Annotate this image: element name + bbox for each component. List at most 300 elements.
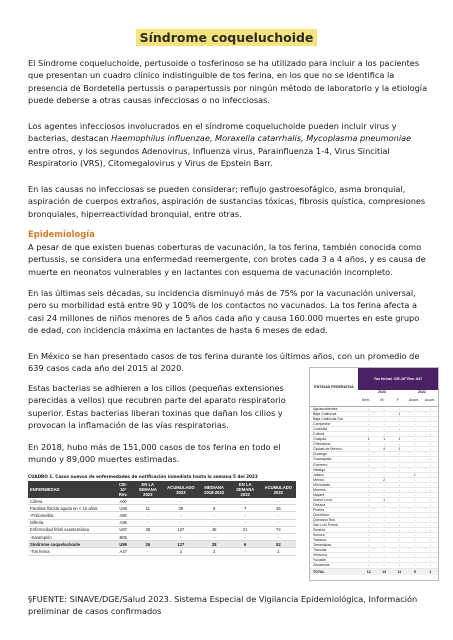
state-value: - xyxy=(398,477,401,482)
cie-code: U99 xyxy=(114,541,132,548)
state-value: - xyxy=(429,487,431,492)
case-count: - xyxy=(261,519,296,526)
state-value: - xyxy=(383,412,385,417)
state-value: - xyxy=(368,563,370,568)
worldwide-paragraph: En 2018, hubo más de 151,000 casos de tos ferina en todo el mundo y 89,000 muertes estimadas. xyxy=(28,442,281,465)
disease-name: Enfermedad febril exantemática xyxy=(28,526,114,533)
case-count: - xyxy=(163,498,198,505)
state-value: - xyxy=(398,482,401,487)
state-value: - xyxy=(383,563,385,568)
total-value: 5 xyxy=(413,569,416,574)
cie-code: U98 xyxy=(114,505,132,512)
intro-paragraph: El Síndrome coqueluchoide, pertusoide o tosferinoso se ha utilizado para incluir a los pacientes que presentan un cuadro clínico indistinguible de tos ferina, en los que no se identifica la presencia de Bordetella pertussis o parapertussis por ningún método de laboratorio y la etiología puede deberse a otras causas infecciosas o no infecciosas. xyxy=(28,58,428,106)
state-value: - xyxy=(398,457,401,462)
state-name: Chiapas xyxy=(313,437,327,442)
state-value: - xyxy=(383,422,385,427)
state-name: Guerrero xyxy=(313,462,328,467)
state-name: Quintana Roo xyxy=(313,518,336,523)
case-count: - xyxy=(199,519,230,526)
state-value: - xyxy=(414,417,416,422)
state-value: - xyxy=(429,553,431,558)
state-name: Nuevo León xyxy=(313,497,333,502)
state-value: - xyxy=(414,502,416,507)
state-value: - xyxy=(368,538,370,543)
state-name: San Luis Potosí xyxy=(313,523,339,528)
state-value: - xyxy=(414,548,416,553)
state-value: - xyxy=(398,472,401,477)
table1-row xyxy=(28,548,296,555)
state-name: Guanajuato xyxy=(313,457,332,462)
state-value: - xyxy=(368,427,370,432)
state-value: - xyxy=(414,487,416,492)
state-value: - xyxy=(414,447,416,452)
state-value: - xyxy=(429,442,431,447)
state-value: - xyxy=(383,538,385,543)
state-name: Tamaulipas xyxy=(313,543,332,548)
state-value: - xyxy=(398,487,401,492)
state-value: - xyxy=(368,548,370,553)
column-header: F xyxy=(396,398,400,402)
state-value: - xyxy=(414,457,416,462)
state-value: - xyxy=(383,528,385,533)
state-name: Nayarit xyxy=(313,492,325,497)
state-value: - xyxy=(383,442,385,447)
case-count: - xyxy=(199,498,230,505)
agents-text-c: entre otros, y los segundos Adenovirus, Influenza virus, Parainfluenza 1-4, Virus Sincitial Respiratorio (VRS), Citomegalovirus y Virus de Epstein Barr. xyxy=(28,145,390,169)
state-value: - xyxy=(429,417,431,422)
state-value: - xyxy=(368,502,370,507)
cie-code: A36 xyxy=(114,519,132,526)
table1-header: ACUMULADO 2022 xyxy=(261,481,296,498)
disease-name: -Tos ferina xyxy=(28,548,114,555)
state-value: - xyxy=(414,512,416,517)
state-value: - xyxy=(383,523,385,528)
state-value: - xyxy=(383,512,385,517)
state-value: - xyxy=(368,518,370,523)
state-value: - xyxy=(429,558,431,563)
state-name: Sinaloa xyxy=(313,528,325,533)
state-value: - xyxy=(368,533,370,538)
state-name: Zacatecas xyxy=(313,563,330,568)
agents-text-italic: Haemophilus influenzae, Moraxella catarrhalis, Mycoplasma pneumoniae xyxy=(111,133,412,144)
state-value: - xyxy=(398,452,401,457)
state-value: - xyxy=(414,497,416,502)
state-value: - xyxy=(398,422,401,427)
state-value: - xyxy=(398,563,401,568)
incidence-paragraph: En las últimas seis décadas, su incidencia disminuyó más de 75% por la vacunación universal, pero su morbilidad está entre 90 y 100% de los contactos no vacunados. La tos ferina afecta a casi 24 millones de niños menores de 5 años cada año y causa 160.000 muertes en este grupo de edad, con incidencia máxima en lactantes de hasta 6 meses de edad. xyxy=(28,288,420,336)
table1-title: CUADRO 1. Casos nuevos de enfermedades de notificación inmediata hasta la semana 5 del 2023 xyxy=(28,474,258,479)
state-name: Oaxaca xyxy=(313,502,326,507)
case-count: 52 xyxy=(261,541,296,548)
state-value: - xyxy=(383,467,385,472)
case-count: - xyxy=(132,548,163,555)
state-value: - xyxy=(414,482,416,487)
state-value: - xyxy=(398,558,401,563)
state-value: - xyxy=(383,452,385,457)
state-value: - xyxy=(368,528,370,533)
agents-paragraph xyxy=(28,120,428,170)
state-value: - xyxy=(368,492,370,497)
state-value: - xyxy=(368,452,370,457)
column-header-row xyxy=(358,398,438,406)
state-name: Morelos xyxy=(313,487,326,492)
state-value: - xyxy=(414,523,416,528)
table1-row xyxy=(28,541,296,548)
column-header: Acum. xyxy=(408,398,420,402)
state-value: - xyxy=(429,477,431,482)
case-count: - xyxy=(230,512,261,519)
table1-header: EN LA SEMANA 2022 xyxy=(230,481,261,498)
state-value: 1 xyxy=(367,437,370,442)
table1-header: ACUMULADO 2023 xyxy=(163,481,198,498)
state-name: Colima xyxy=(313,432,325,437)
state-value: - xyxy=(429,492,431,497)
total-row xyxy=(310,569,438,575)
state-value: - xyxy=(398,492,401,497)
table1-header: MEDIANA 2018-2022 xyxy=(199,481,230,498)
state-value: - xyxy=(414,563,416,568)
table1-row xyxy=(28,533,296,540)
state-value: - xyxy=(414,407,416,411)
state-value: - xyxy=(398,417,401,422)
column-header: Sem. xyxy=(361,398,371,402)
case-count: 2 xyxy=(163,548,198,555)
cie-code: A00 xyxy=(114,498,132,505)
case-count: - xyxy=(261,533,296,540)
case-count: 127 xyxy=(163,541,198,548)
state-value: - xyxy=(368,412,370,417)
state-value: - xyxy=(414,442,416,447)
state-value: - xyxy=(383,417,385,422)
state-value: 1 xyxy=(383,437,386,442)
state-value: - xyxy=(398,467,401,472)
state-value: - xyxy=(398,533,401,538)
state-value: 1 xyxy=(413,472,416,477)
state-value: - xyxy=(383,507,385,512)
case-count: 35 xyxy=(132,526,163,533)
state-value: - xyxy=(383,492,385,497)
state-value: - xyxy=(368,507,370,512)
state-value: - xyxy=(429,447,431,452)
state-value: - xyxy=(368,558,370,563)
disease-name: Síndrome coqueluchoide xyxy=(28,541,114,548)
state-value: - xyxy=(368,497,370,502)
case-count: 45 xyxy=(261,505,296,512)
state-name: Tabasco xyxy=(313,538,327,543)
case-count: - xyxy=(230,498,261,505)
cie-code: B05 xyxy=(114,533,132,540)
state-name: Baja California Sur xyxy=(313,417,343,422)
case-count: 1 xyxy=(261,548,296,555)
state-name: Baja California xyxy=(313,412,337,417)
state-value: - xyxy=(429,538,431,543)
case-count: - xyxy=(132,498,163,505)
state-value: - xyxy=(429,462,431,467)
state-value: - xyxy=(429,512,431,517)
state-value: - xyxy=(429,533,431,538)
disease-header: Tos ferina† CIE-10ª Rev. A37 xyxy=(358,368,438,390)
table1-row xyxy=(28,505,296,512)
state-value: - xyxy=(414,518,416,523)
state-value: - xyxy=(383,462,385,467)
state-value: - xyxy=(414,427,416,432)
column-header: Acum. xyxy=(424,398,436,402)
state-value: - xyxy=(429,518,431,523)
state-value: - xyxy=(429,407,431,411)
disease-name: -Sarampión xyxy=(28,533,114,540)
case-count: - xyxy=(132,519,163,526)
state-value: - xyxy=(429,523,431,528)
state-value: - xyxy=(383,558,385,563)
case-count: - xyxy=(230,548,261,555)
case-count: 137 xyxy=(163,526,198,533)
state-value: - xyxy=(398,442,401,447)
state-value: - xyxy=(398,553,401,558)
table1-row xyxy=(28,519,296,526)
table1-header: CIE-10ª Rev. xyxy=(114,481,132,498)
state-value: - xyxy=(398,462,401,467)
state-value: - xyxy=(414,432,416,437)
state-value: - xyxy=(429,482,431,487)
case-count: - xyxy=(261,498,296,505)
page-title: Síndrome coqueluchoide xyxy=(136,29,318,46)
case-count: - xyxy=(230,533,261,540)
state-value: - xyxy=(398,432,401,437)
state-value: - xyxy=(368,442,370,447)
state-value: 1 xyxy=(398,412,401,417)
total-value: 1 xyxy=(429,569,432,574)
case-count: 9 xyxy=(199,505,230,512)
cie-code: U97 xyxy=(114,526,132,533)
state-value: - xyxy=(398,543,401,548)
state-value: - xyxy=(429,528,431,533)
state-value: - xyxy=(414,543,416,548)
state-value: - xyxy=(414,492,416,497)
state-value: - xyxy=(429,507,431,512)
state-value: - xyxy=(383,457,385,462)
state-value: - xyxy=(383,427,385,432)
state-value: - xyxy=(398,512,401,517)
state-value: - xyxy=(383,487,385,492)
state-value: - xyxy=(414,452,416,457)
state-value: - xyxy=(429,467,431,472)
case-count: 28 xyxy=(199,541,230,548)
state-value: - xyxy=(429,457,431,462)
state-value: - xyxy=(368,543,370,548)
year-header: 2022 xyxy=(418,390,426,394)
state-name: Aguascalientes xyxy=(313,407,338,411)
state-name: Jalisco xyxy=(313,472,324,477)
state-value: - xyxy=(414,533,416,538)
state-value: - xyxy=(398,523,401,528)
case-count: 6 xyxy=(230,541,261,548)
table1-header: ENFERMEDAD xyxy=(28,481,114,498)
state-name: México xyxy=(313,477,325,482)
case-count: - xyxy=(132,533,163,540)
state-value: - xyxy=(414,422,416,427)
state-value: - xyxy=(414,467,416,472)
state-value: - xyxy=(429,548,431,553)
table2-body xyxy=(310,407,438,569)
state-value: - xyxy=(429,422,431,427)
total-label: TOTAL xyxy=(313,569,325,574)
case-count: 11 xyxy=(132,505,163,512)
case-count: - xyxy=(199,512,230,519)
state-value: - xyxy=(368,553,370,558)
state-name: Michoacán xyxy=(313,482,331,487)
state-value: - xyxy=(383,543,385,548)
state-value: - xyxy=(429,543,431,548)
cie-code: A37 xyxy=(114,548,132,555)
state-value: - xyxy=(383,502,385,507)
case-count: - xyxy=(132,512,163,519)
state-name: Campeche xyxy=(313,422,331,427)
pertussis-state-table xyxy=(309,367,439,581)
case-count: - xyxy=(163,512,198,519)
state-value: - xyxy=(414,553,416,558)
agents-text-a: Los agentes infecciosos involucrados en el síndrome coqueluchoide pueden incluir virus y bacterias, destacan xyxy=(28,121,397,144)
state-value: - xyxy=(368,482,370,487)
state-value: - xyxy=(398,502,401,507)
state-value: - xyxy=(368,462,370,467)
table1-row xyxy=(28,526,296,533)
case-count: 3 xyxy=(199,548,230,555)
state-value: - xyxy=(383,407,385,411)
state-value: - xyxy=(368,422,370,427)
table2-header-right xyxy=(358,368,438,406)
table1-header: EN LA SEMANA 2023 xyxy=(132,481,163,498)
state-value: - xyxy=(429,412,431,417)
state-value: - xyxy=(368,432,370,437)
state-value: - xyxy=(414,558,416,563)
year-header-row xyxy=(358,390,438,398)
state-name: Querétaro xyxy=(313,512,330,517)
case-count: 21 xyxy=(230,526,261,533)
state-value: - xyxy=(398,548,401,553)
state-value: - xyxy=(429,497,431,502)
state-value: - xyxy=(368,447,370,452)
disease-name: Parálisis flácida aguda en < 15 años xyxy=(28,505,114,512)
state-value: - xyxy=(368,467,370,472)
state-value: - xyxy=(398,427,401,432)
case-count: - xyxy=(163,519,198,526)
cie-code: A80 xyxy=(114,512,132,519)
state-value: 1 xyxy=(398,437,401,442)
case-count: 74 xyxy=(261,526,296,533)
state-value: - xyxy=(368,407,370,411)
state-value: - xyxy=(429,452,431,457)
total-value: 11 xyxy=(397,569,402,574)
state-value: - xyxy=(368,417,370,422)
state-value: - xyxy=(383,482,385,487)
noninfectious-paragraph: En las causas no infecciosas se pueden considerar; reflujo gastroesofágico, asma bronquial, aspiración de cuerpos extraños, aspiración de sustancias tóxicas, fibrosis quística, compresiones bronquiales, hiperreactividad bronquial, entre otras. xyxy=(28,184,426,219)
state-value: - xyxy=(429,472,431,477)
state-value: - xyxy=(414,462,416,467)
table1-row xyxy=(28,498,296,505)
table1-row xyxy=(28,512,296,519)
state-name: Yucatán xyxy=(313,558,326,563)
state-value: - xyxy=(398,528,401,533)
state-value: - xyxy=(398,538,401,543)
notification-table xyxy=(28,481,296,556)
state-value: - xyxy=(383,533,385,538)
state-value: - xyxy=(383,553,385,558)
source-note: §FUENTE: SINAVE/DGE/Salud 2023. Sistema Especial de Vigilancia Epidemiológica, Información preliminar de casos confirmados xyxy=(28,594,418,617)
state-value: - xyxy=(429,427,431,432)
state-name: Ciudad de México xyxy=(313,447,342,452)
total-value: 13 xyxy=(382,569,387,574)
state-value: - xyxy=(414,437,416,442)
case-count: 26 xyxy=(132,541,163,548)
epidemiology-heading: Epidemiología xyxy=(28,229,95,239)
case-count: - xyxy=(199,533,230,540)
state-value: 4 xyxy=(383,447,386,452)
state-value: - xyxy=(368,487,370,492)
state-value: - xyxy=(398,497,401,502)
column-header: M xyxy=(380,398,384,402)
state-value: - xyxy=(414,528,416,533)
state-name: Coahuila xyxy=(313,427,328,432)
state-value: - xyxy=(414,538,416,543)
table1-header-row xyxy=(28,481,296,498)
state-value: - xyxy=(429,502,431,507)
state-value: - xyxy=(368,523,370,528)
case-count: - xyxy=(163,533,198,540)
state-value: - xyxy=(368,512,370,517)
state-name: Puebla xyxy=(313,507,325,512)
disease-name: -Poliomielitis xyxy=(28,512,114,519)
state-value: - xyxy=(429,563,431,568)
year-header: 2023 xyxy=(378,390,386,394)
state-value: - xyxy=(383,518,385,523)
state-value: - xyxy=(414,507,416,512)
case-count: - xyxy=(261,512,296,519)
table2-header xyxy=(310,368,438,407)
state-value: 2 xyxy=(383,477,386,482)
disease-name: Cólera xyxy=(28,498,114,505)
case-count: - xyxy=(230,519,261,526)
state-value: - xyxy=(398,407,401,411)
state-name: Hidalgo xyxy=(313,467,326,472)
state-value: - xyxy=(398,507,401,512)
case-count: 48 xyxy=(199,526,230,533)
state-value: - xyxy=(383,548,385,553)
state-value: - xyxy=(383,432,385,437)
state-value: - xyxy=(368,477,370,482)
total-value: 12 xyxy=(366,569,371,574)
disease-name: Difteria xyxy=(28,519,114,526)
state-value: 1 xyxy=(398,447,401,452)
table1-body xyxy=(28,498,296,555)
state-value: 1 xyxy=(383,497,386,502)
case-count: 39 xyxy=(163,505,198,512)
title-wrap xyxy=(0,27,453,46)
state-name: Durango xyxy=(313,452,327,457)
bacteria-paragraph: Estas bacterias se adhieren a los cilios (pequeñas extensiones parecidas a vellos) que recubren parte del aparato respiratorio superior. Estas bacterias liberan toxinas que dañan los cilios y provocan la inflamación de las vías respiratorias. xyxy=(28,383,286,431)
state-value: - xyxy=(368,457,370,462)
state-name: Chihuahua xyxy=(313,442,331,447)
state-value: - xyxy=(398,518,401,523)
state-value: - xyxy=(414,412,416,417)
state-name: Sonora xyxy=(313,533,325,538)
state-value: - xyxy=(383,472,385,477)
state-value: - xyxy=(414,477,416,482)
vaccination-paragraph: A pesar de que existen buenas coberturas de vacunación, la tos ferina, también conocida como pertussis, se considera una enfermedad reemergente, con brotes cada 3 a 4 años, y es causa de muerte en neonatos vulnerables y en lactantes con esquema de vacunación incompleto. xyxy=(28,242,426,277)
entity-header: ENTIDAD FEDERATIVA xyxy=(314,385,354,389)
mexico-paragraph: En México se han presentado casos de tos ferina durante los últimos años, con un promedio de 639 casos cada año del 2015 al 2020. xyxy=(28,351,420,374)
state-value: - xyxy=(429,432,431,437)
state-name: Veracruz xyxy=(313,553,328,558)
